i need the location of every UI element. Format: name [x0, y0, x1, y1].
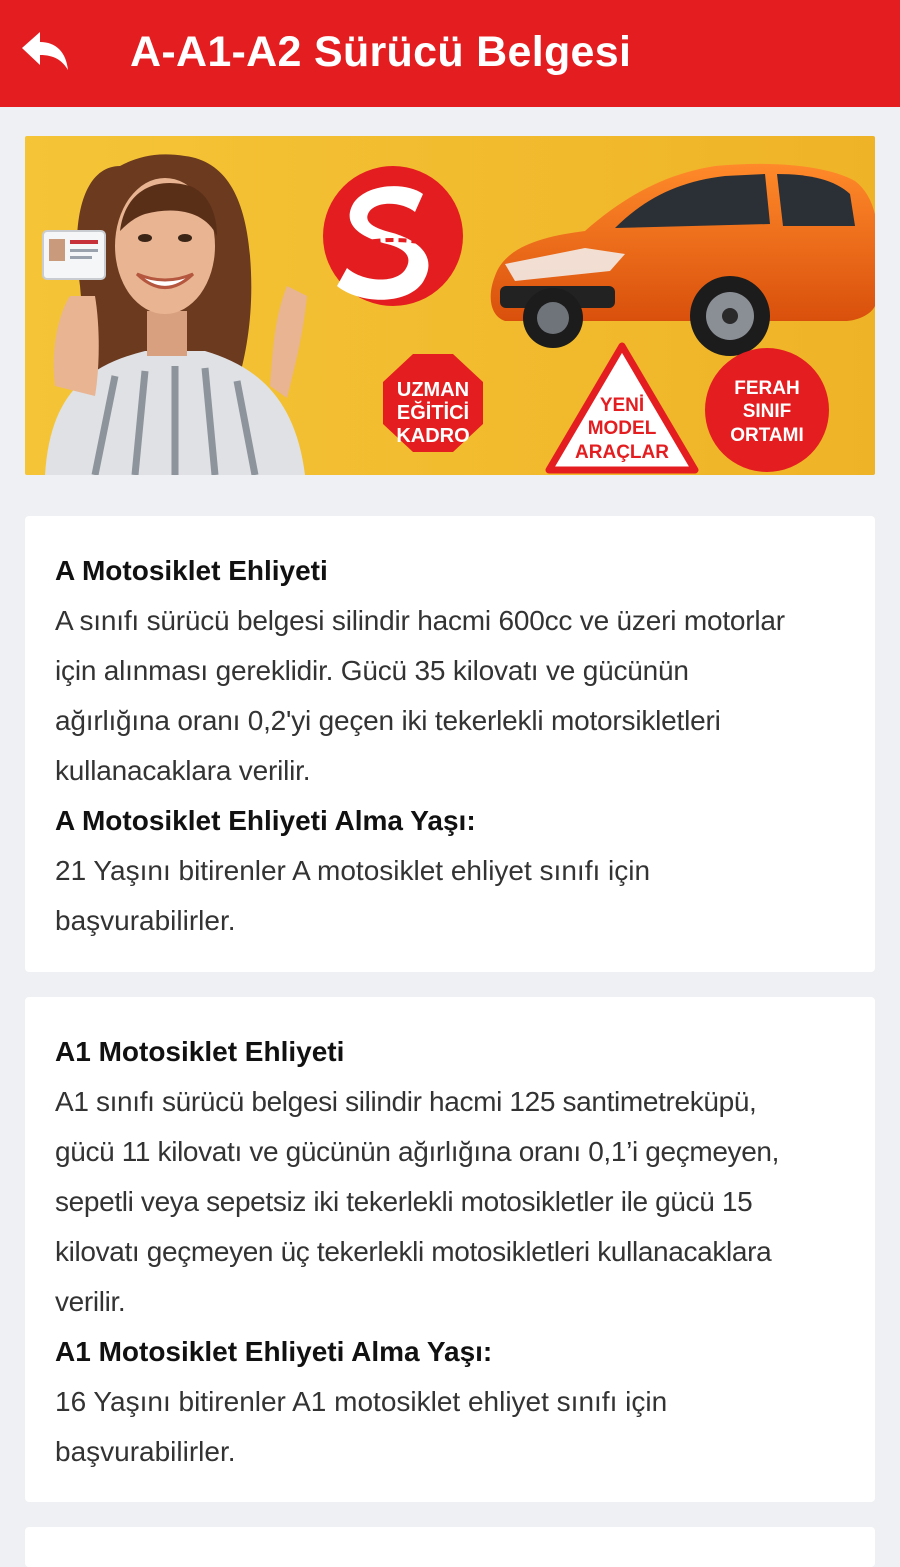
back-arrow-icon: [18, 30, 70, 74]
section-title: A Motosiklet Ehliyeti: [55, 555, 328, 586]
app-bar: [0, 0, 900, 107]
section-description-line: ağırlığına oranı 0,2'yi geçen iki tekerlekli motorsikletleri: [55, 705, 721, 736]
svg-text:ORTAMI: ORTAMI: [730, 425, 804, 446]
svg-text:EĞİTİCİ: EĞİTİCİ: [396, 402, 470, 424]
age-description-line: başvurabilirler.: [55, 1436, 236, 1467]
section-description-line: gücü 11 kilovatı ve gücünün ağırlığına oranı 0,1’i geçmeyen,: [55, 1136, 780, 1167]
promo-banner: [25, 136, 875, 475]
age-description-line: 21 Yaşını bitirenler A motosiklet ehliyet sınıfı için: [55, 855, 651, 886]
section-card-a1: [25, 997, 875, 1502]
badge-expert-staff: [383, 354, 483, 452]
section-description-line: A sınıfı sürücü belgesi silindir hacmi 600cc ve üzeri motorlar: [55, 605, 785, 636]
page-title: A-A1-A2 Sürücü Belgesi: [130, 28, 632, 76]
svg-text:FERAH: FERAH: [734, 378, 800, 399]
section-description-line: kilovatı geçmeyen üç tekerlekli motosikletleri kullanacaklara: [55, 1236, 772, 1267]
section-card-a: [25, 516, 875, 972]
svg-text:SINIF: SINIF: [742, 401, 792, 422]
age-description-line: başvurabilirler.: [55, 905, 236, 936]
section-description-line: kullanacaklara verilir.: [55, 755, 311, 786]
svg-text:MODEL: MODEL: [587, 418, 657, 439]
badge-spacious-classroom: [705, 348, 829, 472]
age-title: A Motosiklet Ehliyeti Alma Yaşı:: [55, 805, 476, 836]
section-title: A1 Motosiklet Ehliyeti: [55, 1036, 345, 1067]
svg-text:UZMAN: UZMAN: [396, 379, 470, 401]
svg-text:YENİ: YENİ: [599, 395, 645, 416]
age-title: A1 Motosiklet Ehliyeti Alma Yaşı:: [55, 1336, 493, 1367]
section-description-line: A1 sınıfı sürücü belgesi silindir hacmi 125 santimetreküpü,: [55, 1086, 757, 1117]
svg-text:KADRO: KADRO: [396, 425, 470, 447]
section-description-line: verilir.: [55, 1286, 126, 1317]
school-logo: [323, 166, 463, 306]
section-description-line: sepetli veya sepetsiz iki tekerlekli motosikletler ile gücü 15: [55, 1186, 753, 1217]
age-description-line: 16 Yaşını bitirenler A1 motosiklet ehliyet sınıfı için: [55, 1386, 668, 1417]
back-button[interactable]: [14, 22, 74, 82]
section-card-next: [25, 1527, 875, 1567]
section-description-line: için alınması gereklidir. Gücü 35 kilovatı ve gücünün: [55, 655, 689, 686]
svg-text:ARAÇLAR: ARAÇLAR: [575, 442, 669, 463]
